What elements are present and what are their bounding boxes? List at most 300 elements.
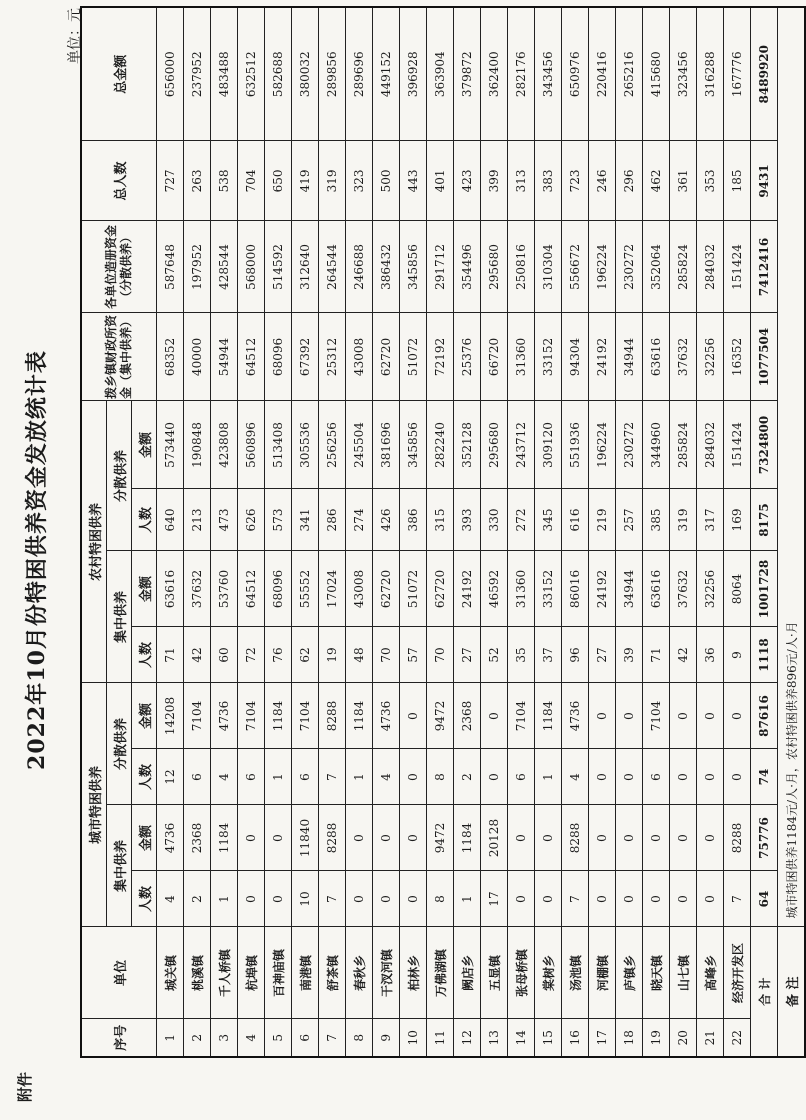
cell-urban-centralized-amount: 0 <box>373 805 400 871</box>
cell-urban-dispersed-people: 0 <box>589 749 616 805</box>
cell-total-people: 246 <box>589 141 616 221</box>
cell-unit-name: 千人桥镇 <box>211 927 238 1019</box>
cell-urban-centralized-amount: 1184 <box>454 805 481 871</box>
header-total-amount: 总金额 <box>81 7 157 141</box>
header-amount: 金额 <box>132 805 157 871</box>
table-row <box>319 7 346 1057</box>
cell-urban-dispersed-people: 6 <box>184 749 211 805</box>
header-amount: 金额 <box>132 551 157 627</box>
cell-urban-dispersed-people: 8 <box>427 749 454 805</box>
cell-urban-dispersed-amount: 9472 <box>427 683 454 749</box>
cell-seq: 1 <box>157 1019 184 1057</box>
cell-seq: 7 <box>319 1019 346 1057</box>
cell-total-people: 319 <box>319 141 346 221</box>
cell-town-fund: 43008 <box>346 313 373 401</box>
cell-rural-dispersed-people: 319 <box>670 489 697 551</box>
cell-rural-centralized-amount: 33152 <box>535 551 562 627</box>
cell-unit-name: 庐镇乡 <box>616 927 643 1019</box>
statistics-table <box>80 6 806 1058</box>
table-row <box>535 7 562 1057</box>
cell-rural-dispersed-people: 213 <box>184 489 211 551</box>
cell-rural-centralized-people: 62 <box>292 627 319 683</box>
cell-town-fund: 34944 <box>616 313 643 401</box>
cell-rural-dispersed-amount: 352128 <box>454 401 481 489</box>
cell-unit-fund: 230272 <box>616 221 643 313</box>
cell-total-amount: 237952 <box>184 7 211 141</box>
cell-unit-fund: 151424 <box>724 221 751 313</box>
cell-rural-centralized-amount: 55552 <box>292 551 319 627</box>
cell-total-amount: 650976 <box>562 7 589 141</box>
cell-total-people: 500 <box>373 141 400 221</box>
cell-rural-dispersed-people: 315 <box>427 489 454 551</box>
cell-total-amount: 265216 <box>616 7 643 141</box>
cell-rural-centralized-people: 48 <box>346 627 373 683</box>
cell-urban-centralized-amount: 0 <box>508 805 535 871</box>
cell-rural-centralized-people: 9 <box>724 627 751 683</box>
cell-urban-centralized-amount: 1184 <box>211 805 238 871</box>
cell-rural-dispersed-people: 317 <box>697 489 724 551</box>
header-rural-dispersed: 分散供养 <box>107 401 132 551</box>
cell-urban-centralized-amount: 8288 <box>562 805 589 871</box>
cell-rural-centralized-amount: 24192 <box>454 551 481 627</box>
cell-rural-dispersed-people: 274 <box>346 489 373 551</box>
cell-unit-name: 经济开发区 <box>724 927 751 1019</box>
cell-seq: 4 <box>238 1019 265 1057</box>
cell-town-fund: 68096 <box>265 313 292 401</box>
table-row <box>292 7 319 1057</box>
cell-seq: 15 <box>535 1019 562 1057</box>
cell-unit-name: 阙店乡 <box>454 927 481 1019</box>
cell-unit-name: 万佛湖镇 <box>427 927 454 1019</box>
cell-rural-dispersed-amount: 245504 <box>346 401 373 489</box>
table-body <box>157 7 751 1057</box>
cell-urban-centralized-amount: 0 <box>616 805 643 871</box>
cell-urban-centralized-amount: 20128 <box>481 805 508 871</box>
cell-rural-centralized-amount: 62720 <box>373 551 400 627</box>
cell-rural-dispersed-amount: 345856 <box>400 401 427 489</box>
cell-rural-centralized-amount: 8064 <box>724 551 751 627</box>
cell-rural-dispersed-people: 286 <box>319 489 346 551</box>
cell-total-amount: 380032 <box>292 7 319 141</box>
cell-total-people: 9431 <box>751 141 778 221</box>
cell-total-amount: 289696 <box>346 7 373 141</box>
cell-seq: 6 <box>292 1019 319 1057</box>
cell-unit-fund: 352064 <box>643 221 670 313</box>
table-row <box>400 7 427 1057</box>
cell-total-amount: 8489920 <box>751 7 778 141</box>
total-row <box>751 7 778 1057</box>
cell-urban-dispersed-people: 2 <box>454 749 481 805</box>
cell-rural-centralized-people: 39 <box>616 627 643 683</box>
cell-urban-dispersed-people: 1 <box>535 749 562 805</box>
cell-urban-centralized-people: 4 <box>157 871 184 927</box>
table-row <box>589 7 616 1057</box>
cell-rural-dispersed-people: 473 <box>211 489 238 551</box>
cell-rural-centralized-people: 72 <box>238 627 265 683</box>
cell-rural-centralized-people: 76 <box>265 627 292 683</box>
cell-rural-dispersed-amount: 282240 <box>427 401 454 489</box>
cell-urban-centralized-people: 1 <box>454 871 481 927</box>
cell-total-amount: 167776 <box>724 7 751 141</box>
cell-urban-dispersed-amount: 7104 <box>643 683 670 749</box>
header-amount: 金额 <box>132 683 157 749</box>
cell-rural-dispersed-amount: 560896 <box>238 401 265 489</box>
cell-total-amount: 632512 <box>238 7 265 141</box>
cell-rural-dispersed-people: 330 <box>481 489 508 551</box>
cell-rural-centralized-amount: 32256 <box>697 551 724 627</box>
cell-total-amount: 483488 <box>211 7 238 141</box>
cell-urban-dispersed-amount: 0 <box>589 683 616 749</box>
cell-town-fund: 25376 <box>454 313 481 401</box>
cell-urban-dispersed-people: 4 <box>373 749 400 805</box>
cell-unit-fund: 354496 <box>454 221 481 313</box>
cell-urban-dispersed-amount: 0 <box>670 683 697 749</box>
cell-total-amount: 323456 <box>670 7 697 141</box>
remarks-text: 城市特困供养1184元/人·月，农村特困供养896元/人·月 <box>778 7 806 927</box>
cell-rural-dispersed-people: 8175 <box>751 489 778 551</box>
header-urban-dispersed: 分散供养 <box>107 683 132 805</box>
cell-urban-centralized-people: 0 <box>265 871 292 927</box>
cell-unit-fund: 7412416 <box>751 221 778 313</box>
cell-urban-dispersed-amount: 14208 <box>157 683 184 749</box>
table-row <box>157 7 184 1057</box>
cell-unit-name: 南港镇 <box>292 927 319 1019</box>
cell-rural-centralized-people: 70 <box>427 627 454 683</box>
header-seq: 序号 <box>81 1019 157 1057</box>
cell-rural-dispersed-amount: 513408 <box>265 401 292 489</box>
cell-unit-name: 山七镇 <box>670 927 697 1019</box>
cell-total-people: 419 <box>292 141 319 221</box>
cell-unit-fund: 386432 <box>373 221 400 313</box>
cell-urban-dispersed-people: 74 <box>751 749 778 805</box>
cell-rural-centralized-amount: 37632 <box>670 551 697 627</box>
cell-town-fund: 32256 <box>697 313 724 401</box>
table-row <box>616 7 643 1057</box>
cell-town-fund: 1077504 <box>751 313 778 401</box>
cell-town-fund: 62720 <box>373 313 400 401</box>
cell-total-amount: 220416 <box>589 7 616 141</box>
remarks-label: 备 注 <box>778 927 806 1057</box>
cell-urban-dispersed-people: 0 <box>400 749 427 805</box>
table-row <box>238 7 265 1057</box>
cell-total-amount: 415680 <box>643 7 670 141</box>
cell-urban-dispersed-people: 0 <box>697 749 724 805</box>
cell-total-amount: 289856 <box>319 7 346 141</box>
cell-rural-dispersed-people: 345 <box>535 489 562 551</box>
cell-urban-centralized-people: 1 <box>211 871 238 927</box>
cell-urban-dispersed-people: 1 <box>346 749 373 805</box>
cell-urban-dispersed-people: 6 <box>292 749 319 805</box>
cell-unit-name: 城关镇 <box>157 927 184 1019</box>
cell-town-fund: 64512 <box>238 313 265 401</box>
cell-rural-centralized-people: 71 <box>157 627 184 683</box>
cell-rural-centralized-amount: 46592 <box>481 551 508 627</box>
cell-urban-centralized-people: 0 <box>238 871 265 927</box>
cell-urban-centralized-people: 0 <box>697 871 724 927</box>
attachment-label: 附件 <box>16 1071 34 1102</box>
cell-total-amount: 396928 <box>400 7 427 141</box>
cell-rural-centralized-people: 52 <box>481 627 508 683</box>
cell-unit-fund: 291712 <box>427 221 454 313</box>
cell-rural-centralized-amount: 34944 <box>616 551 643 627</box>
cell-rural-dispersed-people: 626 <box>238 489 265 551</box>
table-row <box>346 7 373 1057</box>
header-unit: 单位 <box>81 927 157 1019</box>
cell-urban-dispersed-amount: 7104 <box>184 683 211 749</box>
cell-town-fund: 51072 <box>400 313 427 401</box>
table-row <box>373 7 400 1057</box>
cell-urban-centralized-people: 0 <box>346 871 373 927</box>
cell-urban-centralized-people: 64 <box>751 871 778 927</box>
cell-unit-fund: 312640 <box>292 221 319 313</box>
cell-rural-centralized-people: 27 <box>454 627 481 683</box>
cell-urban-dispersed-people: 1 <box>265 749 292 805</box>
cell-urban-centralized-amount: 0 <box>643 805 670 871</box>
cell-rural-dispersed-amount: 423808 <box>211 401 238 489</box>
table-row <box>454 7 481 1057</box>
cell-rural-dispersed-amount: 344960 <box>643 401 670 489</box>
cell-rural-dispersed-people: 640 <box>157 489 184 551</box>
cell-unit-fund: 264544 <box>319 221 346 313</box>
cell-total-people: 361 <box>670 141 697 221</box>
cell-rural-centralized-amount: 1001728 <box>751 551 778 627</box>
cell-urban-dispersed-amount: 7104 <box>508 683 535 749</box>
cell-unit-name: 张母桥镇 <box>508 927 535 1019</box>
cell-urban-centralized-people: 10 <box>292 871 319 927</box>
cell-seq: 17 <box>589 1019 616 1057</box>
cell-town-fund: 24192 <box>589 313 616 401</box>
cell-rural-centralized-people: 42 <box>184 627 211 683</box>
cell-rural-dispersed-people: 169 <box>724 489 751 551</box>
cell-rural-centralized-people: 70 <box>373 627 400 683</box>
cell-total-people: 723 <box>562 141 589 221</box>
cell-urban-centralized-amount: 0 <box>589 805 616 871</box>
cell-urban-centralized-people: 0 <box>400 871 427 927</box>
cell-urban-centralized-people: 2 <box>184 871 211 927</box>
cell-rural-dispersed-amount: 381696 <box>373 401 400 489</box>
cell-rural-dispersed-amount: 309120 <box>535 401 562 489</box>
table-row <box>562 7 589 1057</box>
cell-unit-name: 桃溪镇 <box>184 927 211 1019</box>
cell-unit-fund: 197952 <box>184 221 211 313</box>
document-title: 2022年10月份特困供养资金发放统计表 <box>24 350 50 770</box>
cell-town-fund: 63616 <box>643 313 670 401</box>
cell-urban-centralized-people: 0 <box>670 871 697 927</box>
header-urban: 城市特困供养 <box>81 683 107 927</box>
cell-urban-centralized-people: 0 <box>643 871 670 927</box>
cell-urban-dispersed-people: 12 <box>157 749 184 805</box>
cell-urban-dispersed-people: 7 <box>319 749 346 805</box>
cell-urban-centralized-amount: 4736 <box>157 805 184 871</box>
cell-seq: 9 <box>373 1019 400 1057</box>
cell-urban-centralized-amount: 11840 <box>292 805 319 871</box>
cell-unit-name: 河棚镇 <box>589 927 616 1019</box>
cell-total-amount: 656000 <box>157 7 184 141</box>
cell-total-people: 401 <box>427 141 454 221</box>
cell-seq: 20 <box>670 1019 697 1057</box>
cell-rural-dispersed-people: 386 <box>400 489 427 551</box>
cell-seq: 19 <box>643 1019 670 1057</box>
cell-urban-dispersed-amount: 87616 <box>751 683 778 749</box>
cell-rural-dispersed-people: 385 <box>643 489 670 551</box>
cell-total-people: 353 <box>697 141 724 221</box>
table-row <box>643 7 670 1057</box>
header-urban-centralized: 集中供养 <box>107 805 132 927</box>
cell-unit-fund: 568000 <box>238 221 265 313</box>
cell-urban-centralized-people: 0 <box>616 871 643 927</box>
cell-urban-dispersed-amount: 7104 <box>292 683 319 749</box>
cell-total-people: 650 <box>265 141 292 221</box>
cell-seq: 12 <box>454 1019 481 1057</box>
cell-urban-centralized-amount: 2368 <box>184 805 211 871</box>
cell-rural-centralized-amount: 37632 <box>184 551 211 627</box>
cell-urban-centralized-amount: 0 <box>535 805 562 871</box>
cell-rural-dispersed-people: 257 <box>616 489 643 551</box>
cell-rural-dispersed-amount: 190848 <box>184 401 211 489</box>
cell-rural-dispersed-amount: 7324800 <box>751 401 778 489</box>
cell-unit-name: 高峰乡 <box>697 927 724 1019</box>
cell-town-fund: 54944 <box>211 313 238 401</box>
cell-rural-centralized-people: 36 <box>697 627 724 683</box>
cell-total-amount: 316288 <box>697 7 724 141</box>
header-rural: 农村特困供养 <box>81 401 107 683</box>
cell-town-fund: 16352 <box>724 313 751 401</box>
cell-rural-dispersed-amount: 551936 <box>562 401 589 489</box>
cell-unit-fund: 196224 <box>589 221 616 313</box>
cell-seq: 16 <box>562 1019 589 1057</box>
table-row <box>724 7 751 1057</box>
table-row <box>427 7 454 1057</box>
cell-rural-dispersed-amount: 256256 <box>319 401 346 489</box>
table-row <box>184 7 211 1057</box>
header-unit-fund: 各单位造册资金（分散供养） <box>81 221 157 313</box>
cell-rural-centralized-people: 42 <box>670 627 697 683</box>
cell-seq: 2 <box>184 1019 211 1057</box>
header-people: 人数 <box>132 489 157 551</box>
cell-unit-fund: 428544 <box>211 221 238 313</box>
cell-town-fund: 67392 <box>292 313 319 401</box>
cell-urban-dispersed-amount: 8288 <box>319 683 346 749</box>
cell-total-amount: 449152 <box>373 7 400 141</box>
cell-urban-centralized-people: 7 <box>319 871 346 927</box>
cell-urban-dispersed-people: 4 <box>562 749 589 805</box>
cell-urban-dispersed-amount: 1184 <box>535 683 562 749</box>
cell-unit-name: 干汊河镇 <box>373 927 400 1019</box>
total-label: 合 计 <box>751 927 778 1057</box>
cell-urban-dispersed-amount: 4736 <box>562 683 589 749</box>
cell-urban-dispersed-amount: 4736 <box>211 683 238 749</box>
cell-unit-fund: 246688 <box>346 221 373 313</box>
cell-urban-centralized-amount: 8288 <box>319 805 346 871</box>
remarks-row <box>778 7 806 1057</box>
cell-rural-centralized-people: 96 <box>562 627 589 683</box>
cell-rural-centralized-amount: 24192 <box>589 551 616 627</box>
cell-rural-centralized-amount: 64512 <box>238 551 265 627</box>
cell-rural-dispersed-people: 341 <box>292 489 319 551</box>
cell-rural-centralized-people: 57 <box>400 627 427 683</box>
cell-rural-dispersed-people: 272 <box>508 489 535 551</box>
cell-urban-dispersed-amount: 0 <box>616 683 643 749</box>
cell-rural-dispersed-amount: 230272 <box>616 401 643 489</box>
header-people: 人数 <box>132 749 157 805</box>
cell-total-people: 538 <box>211 141 238 221</box>
cell-urban-dispersed-amount: 2368 <box>454 683 481 749</box>
cell-rural-centralized-people: 35 <box>508 627 535 683</box>
cell-urban-dispersed-people: 0 <box>616 749 643 805</box>
header-people: 人数 <box>132 871 157 927</box>
cell-urban-dispersed-people: 6 <box>643 749 670 805</box>
cell-rural-centralized-amount: 43008 <box>346 551 373 627</box>
cell-urban-dispersed-amount: 1184 <box>265 683 292 749</box>
cell-rural-centralized-amount: 51072 <box>400 551 427 627</box>
cell-rural-centralized-amount: 53760 <box>211 551 238 627</box>
header-total-people: 总人数 <box>81 141 157 221</box>
cell-rural-centralized-amount: 86016 <box>562 551 589 627</box>
cell-town-fund: 33152 <box>535 313 562 401</box>
cell-urban-dispersed-amount: 0 <box>697 683 724 749</box>
table-row <box>508 7 535 1057</box>
cell-urban-dispersed-amount: 0 <box>724 683 751 749</box>
cell-urban-centralized-amount: 8288 <box>724 805 751 871</box>
cell-total-people: 313 <box>508 141 535 221</box>
cell-seq: 14 <box>508 1019 535 1057</box>
cell-seq: 8 <box>346 1019 373 1057</box>
cell-town-fund: 72192 <box>427 313 454 401</box>
cell-rural-dispersed-amount: 295680 <box>481 401 508 489</box>
cell-unit-fund: 345856 <box>400 221 427 313</box>
table-row <box>265 7 292 1057</box>
cell-rural-centralized-people: 19 <box>319 627 346 683</box>
cell-total-people: 462 <box>643 141 670 221</box>
cell-rural-centralized-people: 1118 <box>751 627 778 683</box>
cell-rural-centralized-amount: 31360 <box>508 551 535 627</box>
cell-urban-centralized-people: 0 <box>508 871 535 927</box>
cell-total-people: 399 <box>481 141 508 221</box>
cell-seq: 10 <box>400 1019 427 1057</box>
cell-rural-centralized-amount: 68096 <box>265 551 292 627</box>
cell-rural-centralized-amount: 63616 <box>157 551 184 627</box>
cell-unit-fund: 295680 <box>481 221 508 313</box>
cell-rural-dispersed-people: 616 <box>562 489 589 551</box>
cell-total-people: 185 <box>724 141 751 221</box>
cell-unit-fund: 284032 <box>697 221 724 313</box>
cell-urban-dispersed-people: 6 <box>508 749 535 805</box>
cell-unit-fund: 587648 <box>157 221 184 313</box>
cell-total-people: 704 <box>238 141 265 221</box>
cell-rural-dispersed-amount: 243712 <box>508 401 535 489</box>
cell-urban-dispersed-people: 0 <box>481 749 508 805</box>
table-row <box>697 7 724 1057</box>
cell-rural-dispersed-people: 426 <box>373 489 400 551</box>
cell-unit-name: 春秋乡 <box>346 927 373 1019</box>
cell-rural-centralized-people: 37 <box>535 627 562 683</box>
cell-unit-name: 五显镇 <box>481 927 508 1019</box>
cell-total-people: 727 <box>157 141 184 221</box>
table-row <box>211 7 238 1057</box>
cell-seq: 11 <box>427 1019 454 1057</box>
cell-total-amount: 582688 <box>265 7 292 141</box>
cell-urban-centralized-people: 17 <box>481 871 508 927</box>
cell-unit-name: 柏林乡 <box>400 927 427 1019</box>
cell-rural-centralized-amount: 17024 <box>319 551 346 627</box>
cell-unit-name: 棠树乡 <box>535 927 562 1019</box>
cell-seq: 18 <box>616 1019 643 1057</box>
cell-urban-centralized-people: 0 <box>535 871 562 927</box>
cell-rural-dispersed-amount: 284032 <box>697 401 724 489</box>
header-town-fund: 拨乡镇财政所资金（集中供养） <box>81 313 157 401</box>
cell-rural-dispersed-people: 573 <box>265 489 292 551</box>
cell-urban-dispersed-amount: 7104 <box>238 683 265 749</box>
